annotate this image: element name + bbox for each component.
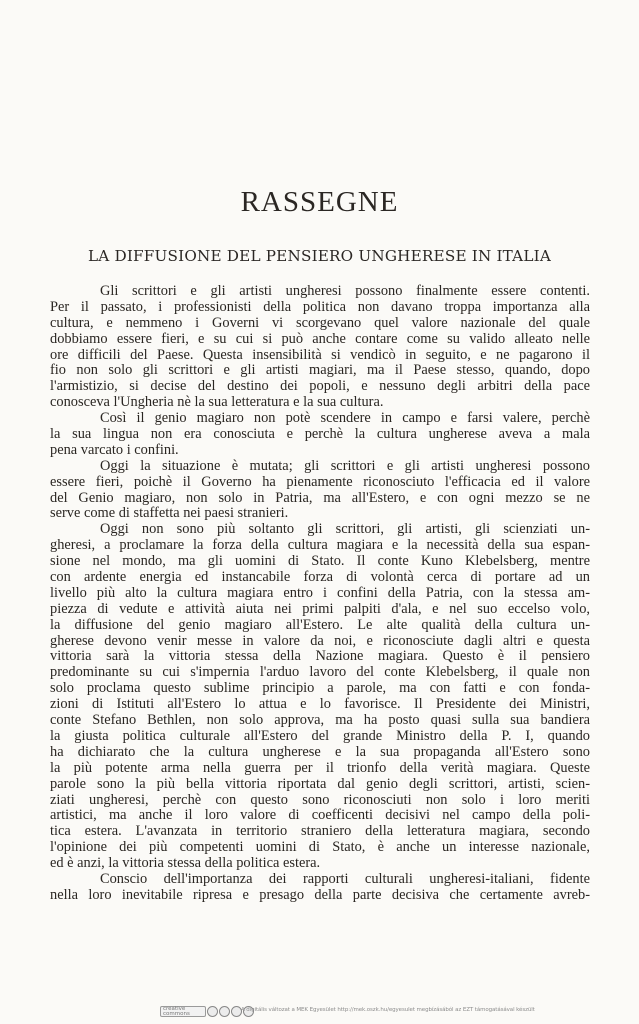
text-line: conosceva l'Ungheria nè la sua letteratura e la sua cultura. [50, 394, 384, 411]
text-line: Gli scrittori e gli artisti ungheresi possono finalmente essere contenti. [100, 283, 590, 299]
text-line: ore difficili del Paese. Questa insensibilità si vendicò in seguito, e ne pagarono il [50, 346, 590, 363]
text-line: parole sono la più bella vittoria riportata dal genio degli scrittori, artisti, scien- [50, 775, 590, 792]
text-line: la giusta politica culturale all'Estero del grande Ministro della P. I, quando [50, 727, 590, 744]
text-line: Oggi non sono più soltanto gli scrittori, gli artisti, gli scienziati un- [100, 521, 590, 538]
text-line: pena varcato i confini. [50, 441, 179, 458]
text-line: fio non solo gli scrittori e gli artisti magiari, ma il Paese stesso, quando, dopo [50, 362, 590, 379]
text-line: gheresi, a proclamare la forza della cultura magiara e la necessità della sua espan- [50, 537, 590, 554]
footer-credit: A digitális változat a MEK Egyesület http://mek.oszk.hu/egyesulet megbízásából az EZT támogatásával készült [241, 1007, 535, 1013]
text-line: con ardente energia ed instancabile forza di volontà cerca di portare ad un [50, 569, 590, 586]
text-line: sione nel mondo, ma gli uomini di Stato. Il conte Kuno Klebelsberg, mentre [50, 553, 590, 570]
text-line: l'armistizio, si decise del destino dei popoli, e nessuno degli arbitri della pace [50, 378, 590, 395]
text-line: la diffusione del genio magiaro all'Estero. Le alte qualità della cultura un- [50, 616, 590, 633]
text-line: del Genio magiaro, non solo in Patria, ma all'Estero, e con ogni mezzo se ne [50, 489, 590, 506]
cc-by-icon [219, 1006, 230, 1017]
article-body [50, 284, 590, 904]
text-line: la sua lingua non era conosciuta e perchè la cultura ungherese aveva a mala [50, 426, 590, 443]
text-line: predominante su cui s'impernia l'arduo lavoro del conte Klebelsberg, il quale non [50, 664, 590, 681]
text-line: nella loro inevitabile ripresa e presago della parte decisiva che certamente avreb- [50, 886, 590, 903]
text-line: livello più alto la cultura magiara entro i confini della Patria, con la stessa am- [50, 584, 590, 601]
text-line: cultura, e nemmeno i Governi vi scorgevano quel valore nazionale del quale [50, 314, 590, 331]
text-line: essere fieri, poichè il Governo ha pienamente riconosciuto l'efficacia ed il valore [50, 473, 590, 490]
text-line: gherese devono venir messe in valore da noi, e riconosciute dagli altri e questa [50, 632, 590, 649]
section-title: RASSEGNE [240, 186, 399, 218]
text-line: tica estera. L'avanzata in territorio straniero della letteratura magiara, secondo [50, 823, 590, 840]
text-line: Per il passato, i professionisti della politica non davano troppa importanza alla [50, 298, 590, 315]
cc-cc-icon [207, 1006, 218, 1017]
text-line: vittoria sarà la vittoria stessa della Nazione magiara. Questo è il pensiero [50, 648, 590, 665]
text-line: Così il genio magiaro non potè scendere in campo e farsi valere, perchè [100, 410, 590, 427]
text-line: conte Stefano Bethlen, non solo approva, ma ha posto quasi sulla sua bandiera [50, 712, 590, 729]
creative-commons-logo[interactable]: creative commons [160, 1006, 206, 1017]
text-line: la più potente arma nella guerra per il trionfo della verità magiara. Queste [50, 759, 590, 776]
text-line: ziati ungheresi, perchè con questo sono riconosciuti non solo i loro meriti [50, 791, 590, 808]
text-line: ha dichiarato che la cultura ungherese e la sua propaganda all'Estero sono [50, 743, 590, 760]
text-line: serve come di staffetta nei paesi stranieri. [50, 505, 289, 522]
text-line: artistici, ma anche il loro valore di coefficenti decisivi nel campo della poli- [50, 807, 590, 824]
text-line: ed è anzi, la vittoria stessa della politica estera. [50, 855, 321, 872]
article-title: LA DIFFUSIONE DEL PENSIERO UNGHERESE IN ITALIA [88, 247, 551, 265]
text-line: Oggi la situazione è mutata; gli scrittori e gli artisti ungheresi possono [100, 457, 590, 474]
text-line: l'opinione dei più competenti uomini di Stato, è anche un interesse nazionale, [50, 839, 590, 856]
text-line: Conscio dell'importanza dei rapporti culturali ungheresi-italiani, fidente [100, 870, 590, 887]
footer [0, 1004, 639, 1020]
text-line: dobbiamo essere fieri, e su cui si può anche contare come su valido alleato nelle [50, 330, 590, 347]
text-line: piezza di vedute e attività aiuta nei primi palpiti d'ala, e nel suo eccelso volo, [50, 600, 590, 617]
text-line: zioni di Istituti all'Estero lo attua e lo favorisce. Il Presidente dei Ministri, [50, 696, 590, 713]
text-line: solo proclama questo sublime principio a parole, ma con fatti e con fonda- [50, 680, 590, 697]
